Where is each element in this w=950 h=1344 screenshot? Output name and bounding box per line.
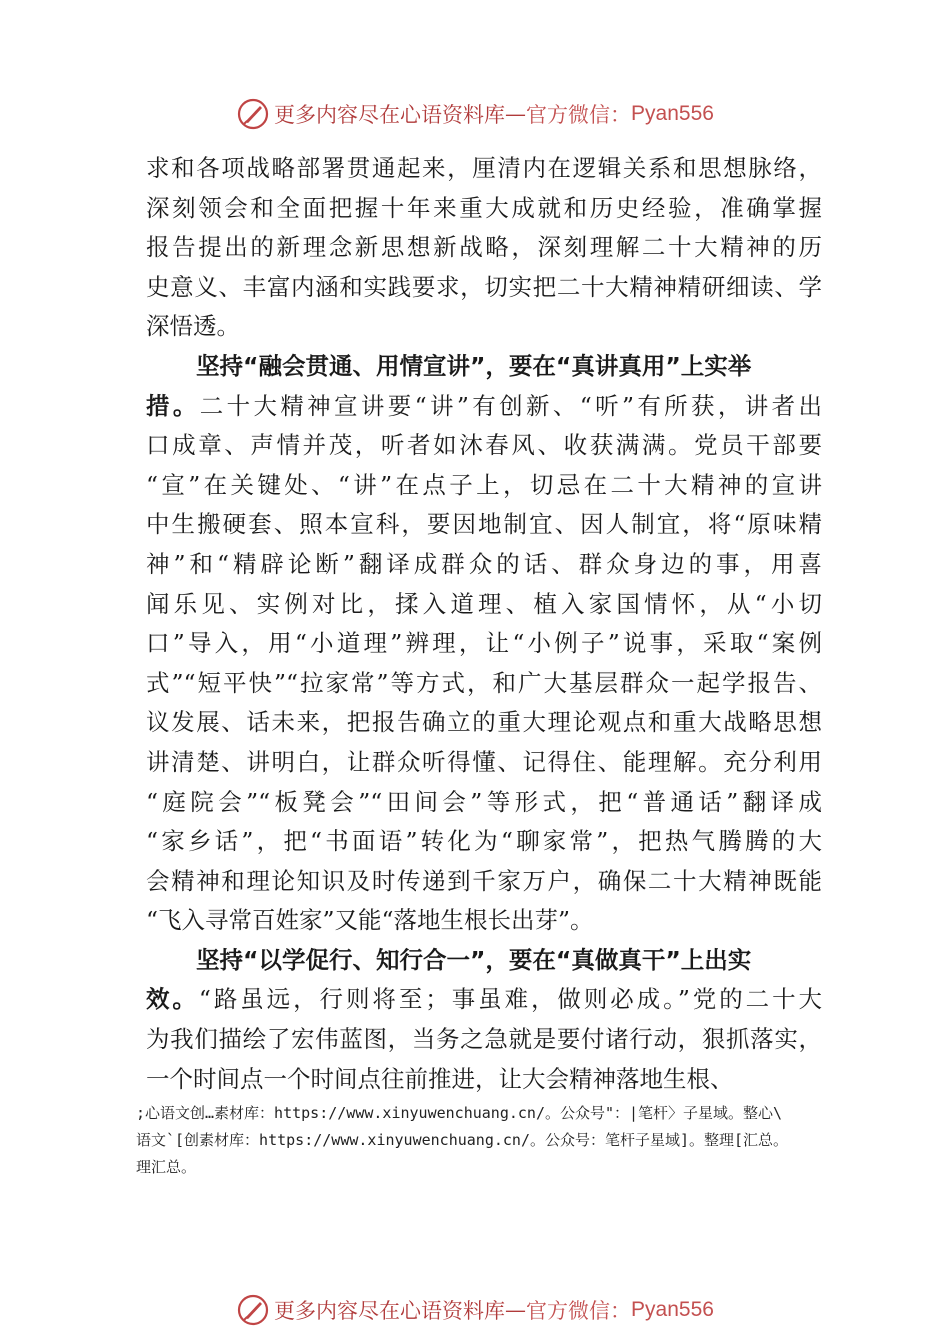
- body-line: 式”“短平快”“拉家常”等方式，和广大基层群众一起学报告、: [146, 668, 822, 697]
- note-line: 理汇总。: [136, 1158, 197, 1176]
- body-line: 求和各项战略部署贯通起来，厘清内在逻辑关系和思想脉络，: [146, 154, 822, 182]
- body-line: 闻乐见、实例对比，揉入道理、植入家国情怀，从“小切: [146, 589, 822, 618]
- body-line: “飞入寻常百姓家”又能“落地生根长出芽”。: [146, 906, 594, 935]
- body-line: 议发展、话未来，把报告确立的重大理论观点和重大战略思想: [146, 708, 822, 737]
- body-line-with-heading-tail: [146, 387, 822, 427]
- body-line: 中生搬硬套、照本宣科，要因地制宜、因人制宜，将“原味精: [146, 510, 822, 539]
- quill-logo-icon: [236, 97, 270, 131]
- header-banner: [0, 94, 950, 134]
- banner-wechat-id: Pyan556: [631, 1298, 714, 1321]
- banner-separator: —: [505, 1298, 527, 1322]
- banner-separator: —: [505, 102, 527, 126]
- body-line: 史意义、丰富内涵和实践要求，切实把二十大精神精研细读、学: [146, 272, 822, 301]
- body-line: 讲清楚、讲明白，让群众听得懂、记得住、能理解。充分利用: [146, 747, 822, 776]
- banner-main-text: 更多内容尽在心语资料库: [274, 103, 506, 127]
- section-heading: 坚持“融会贯通、用情宣讲”，要在“真讲真用”上实举: [196, 351, 752, 380]
- banner-wechat-label: 官方微信：: [526, 103, 632, 127]
- note-line: 语文`[创素材库：https://www.xinyuwenchuang.cn/。公众号：笔杆子星域]。整理[汇总。: [136, 1131, 789, 1149]
- body-text: 二十大精神宣讲要“讲”有创新、“听”有所获，讲者出: [199, 391, 822, 420]
- body-line: 会精神和理论知识及时传递到千家万户，确保二十大精神既能: [146, 866, 822, 895]
- section-heading: 坚持“以学促行、知行合一”，要在“真做真干”上出实: [196, 945, 752, 974]
- source-notes: [136, 1100, 836, 1181]
- section-heading-tail: 效。: [146, 985, 199, 1014]
- body-line: 深悟透。: [146, 312, 240, 341]
- document-body: [146, 149, 822, 1099]
- footer-banner: [0, 1290, 950, 1330]
- body-line: 报告提出的新理念新思想新战略，深刻理解二十大精神的历: [146, 233, 822, 262]
- banner-wechat-label: 官方微信：: [526, 1299, 632, 1323]
- body-line-with-heading-tail: [146, 980, 822, 1020]
- body-line: “宣”在关键处、“讲”在点子上，切忌在二十大精神的宣讲: [146, 470, 822, 499]
- note-line: ;心语文创…素材库：https://www.xinyuwenchuang.cn/。公众号"：|笔杆〉子星域。整心\: [136, 1104, 783, 1122]
- body-line: 口成章、声情并茂，听者如沐春风、收获满满。党员干部要: [146, 431, 822, 460]
- section-heading-tail: 措。: [146, 391, 200, 420]
- body-line: “庭院会”“板凳会”“田间会”等形式，把“普通话”翻译成: [146, 787, 822, 816]
- body-line: “家乡话”，把“书面语”转化为“聊家常”，把热气腾腾的大: [146, 827, 822, 856]
- body-line: 为我们描绘了宏伟蓝图，当务之急就是要付诸行动，狠抓落实，: [146, 1025, 822, 1054]
- body-line: 深刻领会和全面把握十年来重大成就和历史经验，准确掌握: [146, 193, 822, 222]
- body-line: 口”导入，用“小道理”辨理，让“小例子”说事，采取“案例: [146, 629, 822, 658]
- banner-wechat-id: Pyan556: [631, 102, 714, 125]
- body-line: 神”和“精辟论断”翻译成群众的话、群众身边的事，用喜: [146, 549, 822, 578]
- quill-logo-icon: [236, 1293, 270, 1327]
- banner-main-text: 更多内容尽在心语资料库: [274, 1299, 506, 1323]
- body-line: 一个时间点一个时间点往前推进，让大会精神落地生根、: [146, 1064, 734, 1093]
- body-text: “路虽远，行则将至；事虽难，做则必成。”党的二十大: [198, 985, 822, 1014]
